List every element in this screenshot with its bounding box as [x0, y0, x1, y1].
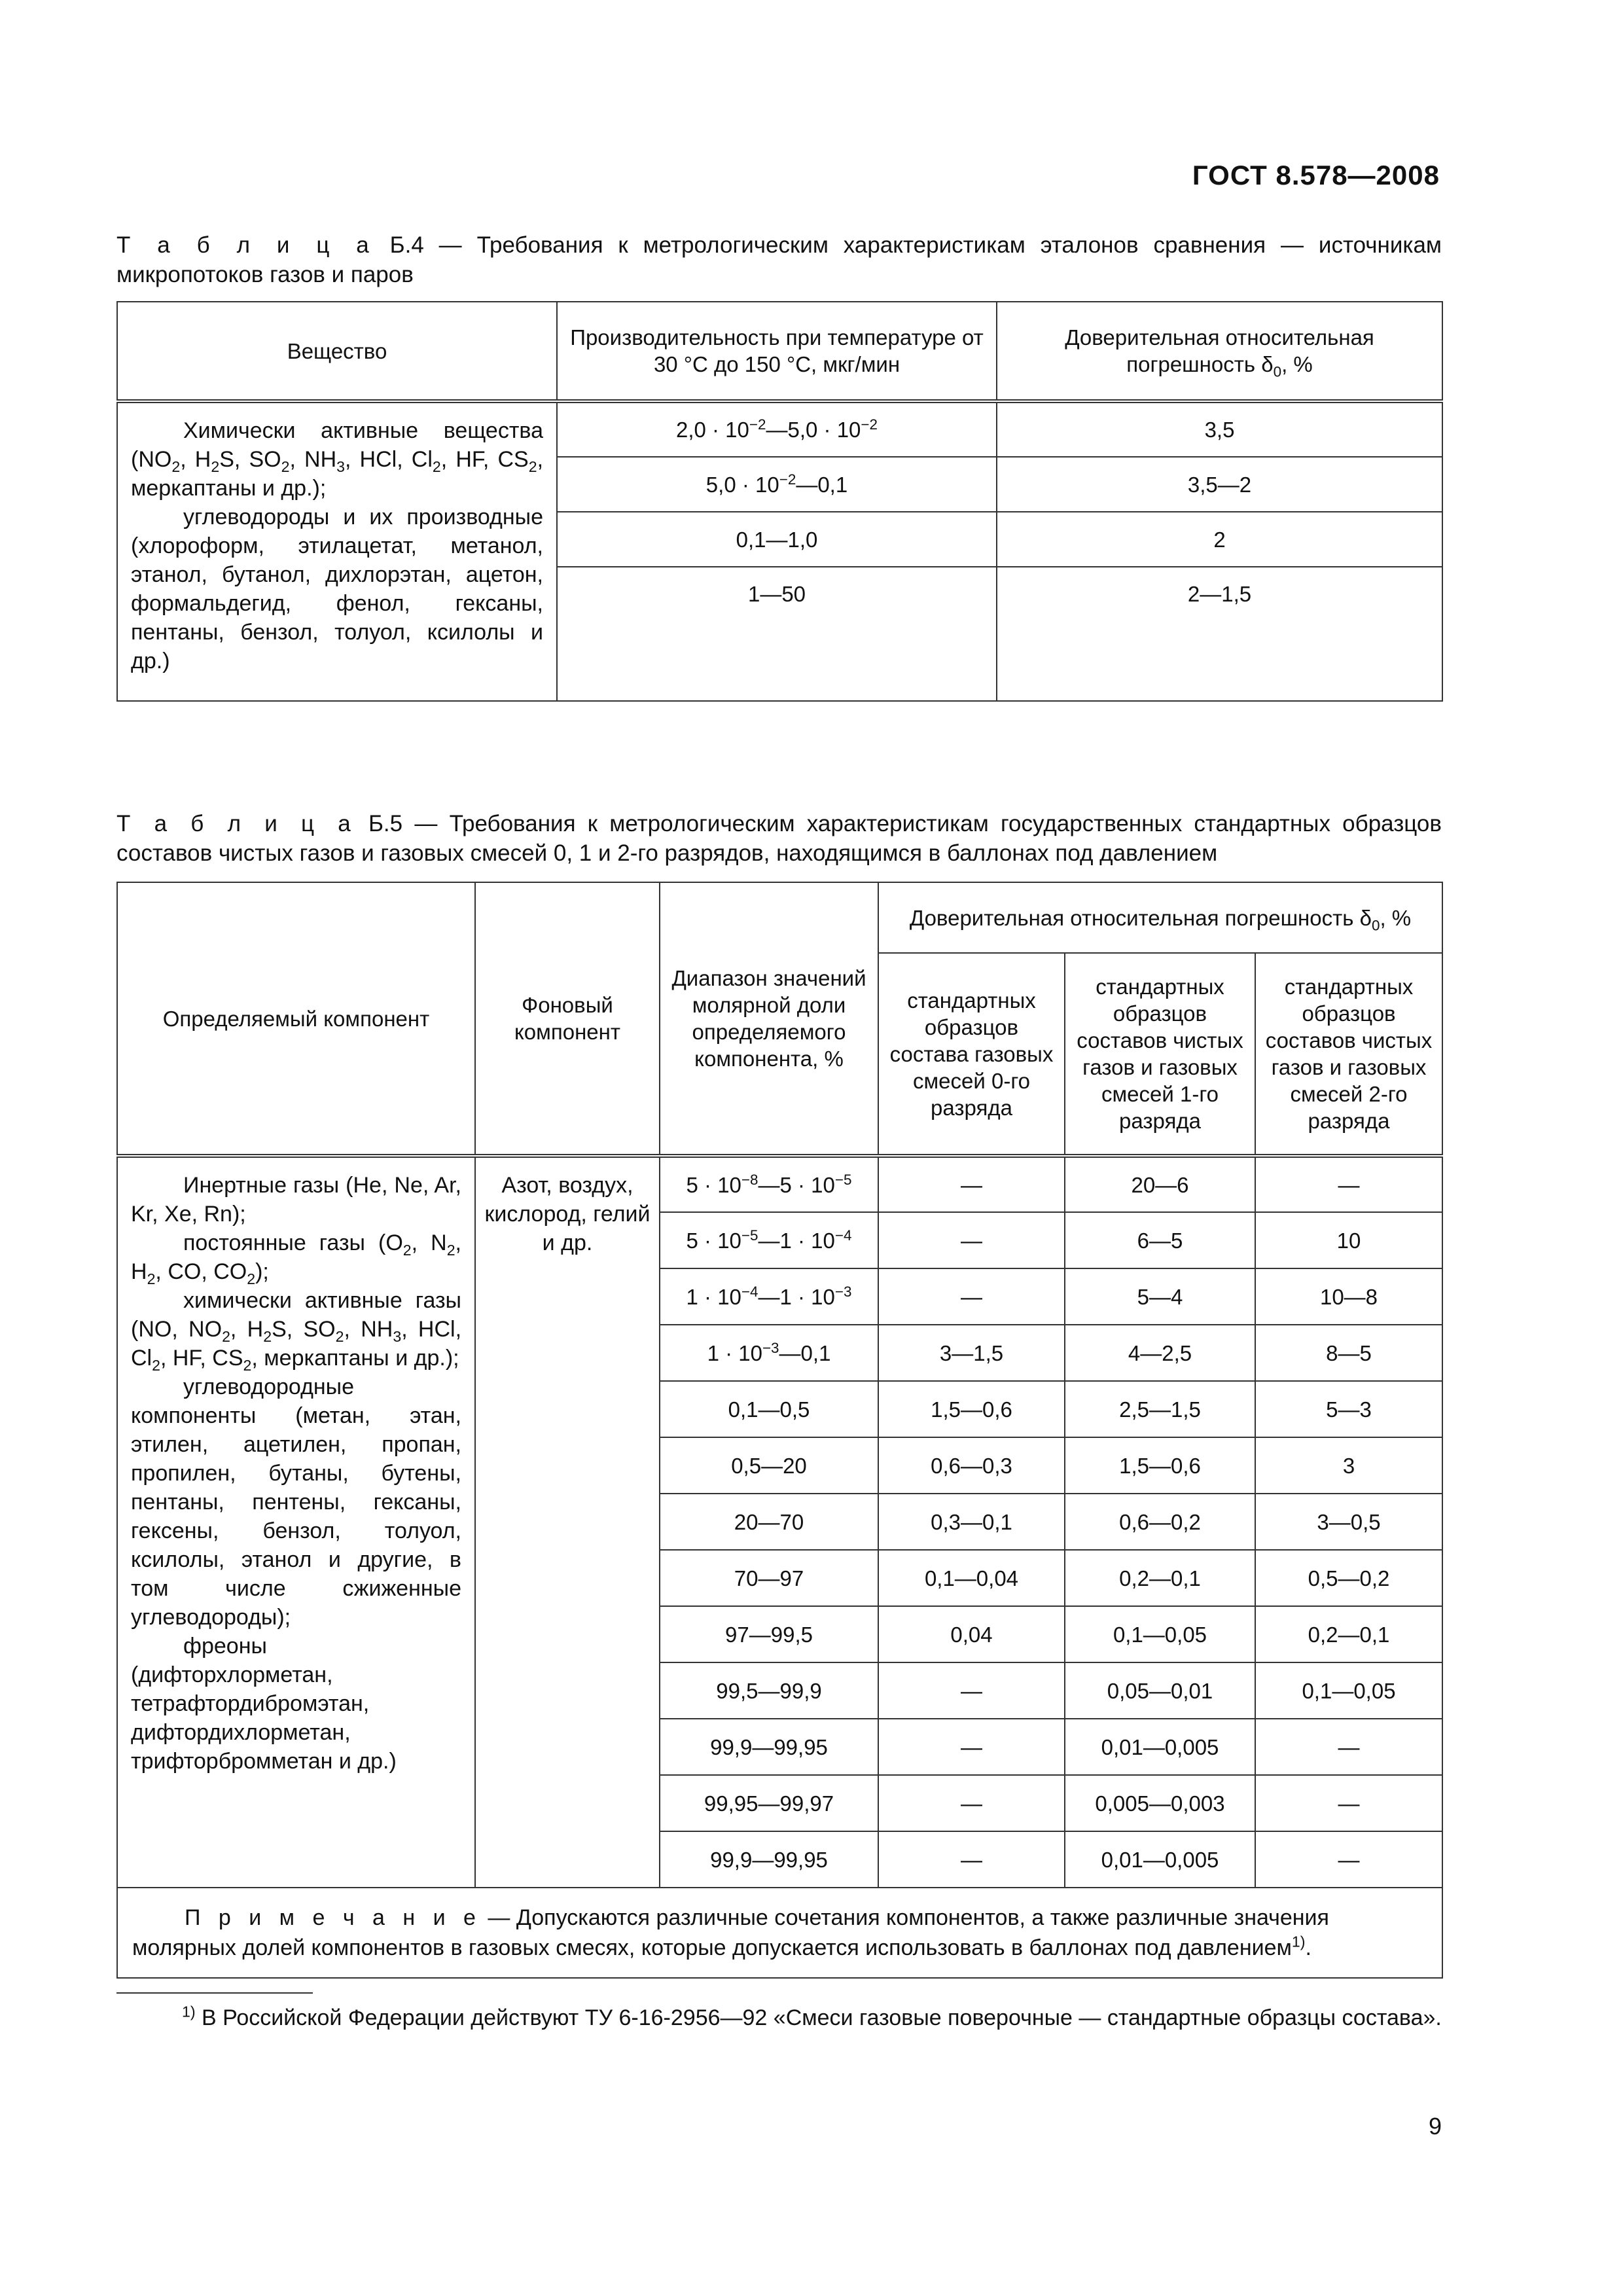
table-b4-error: 2 — [997, 512, 1442, 567]
table-b5-header-error-group: Доверительная относительная погрешность $\delta_0$, % — [878, 882, 1442, 953]
table-b4-error: 3,5 — [997, 401, 1442, 457]
table-b5-grade2: — — [1255, 1775, 1442, 1831]
table-b5-grade1: 0,05—0,01 — [1065, 1662, 1255, 1719]
table-b5-header-grade0: стандартных образцов состава газовых смесей 0-го разряда — [878, 953, 1065, 1156]
table-b5-range: $1 \cdot 10^{-4}—1 \cdot 10^{-3}$ — [660, 1268, 878, 1325]
table-b5-range: 99,5—99,9 — [660, 1662, 878, 1719]
table-b5-grade0: — — [878, 1662, 1065, 1719]
table-b5-grade2: — — [1255, 1156, 1442, 1212]
table-b5-header-background: Фоновый компонент — [475, 882, 660, 1156]
table-b4-error: 2—1,5 — [997, 567, 1442, 701]
table-b5-grade0: 0,6—0,3 — [878, 1437, 1065, 1494]
table-b5-grade1: 0,1—0,05 — [1065, 1606, 1255, 1662]
table-b5-range: 70—97 — [660, 1550, 878, 1606]
table-b5-grade2: 3 — [1255, 1437, 1442, 1494]
note-label: П р и м е ч а н и е — [185, 1905, 482, 1930]
table-b5-range: 99,9—99,95 — [660, 1719, 878, 1775]
table-b4-header-error: Доверительная относительная погрешность $\delta_0$, % — [997, 302, 1442, 401]
table-b5-grade2: 0,5—0,2 — [1255, 1550, 1442, 1606]
footnote-rule — [116, 1992, 313, 1994]
table-b5-grade2: 10 — [1255, 1212, 1442, 1268]
table-b5-range: 99,95—99,97 — [660, 1775, 878, 1831]
table-b4-substances: Химически активные вещества ($NO_2$, $H_2S$, $SO_2$, $NH_3$, HCl, $Cl_2$, HF, $CS_2$, меркаптаны и др.); углеводороды и их производные (хлороформ, этилацетат, метанол, этанол, бутанол, дихлорэтан, ацетон, формальдегид, фенол, гексаны, пентаны, бензол, толуол, ксилолы и др.) — [117, 401, 557, 701]
table-b4-range: 0,1—1,0 — [557, 512, 997, 567]
document-id: ГОСТ 8.578—2008 — [1192, 160, 1440, 190]
table-b5-grade0: — — [878, 1156, 1065, 1212]
table-b5-range: 20—70 — [660, 1494, 878, 1550]
table-b5-grade0: 1,5—0,6 — [878, 1381, 1065, 1437]
table-b5-caption-text: Б.5 — Требования к метрологическим характеристикам государственных стандартных образцов составов чистых газов и газовых смесей 0, 1 и 2-го разрядов, находящимся в баллонах под давлением — [116, 811, 1442, 866]
table-b4-error: 3,5—2 — [997, 457, 1442, 512]
table-b5-grade2: — — [1255, 1719, 1442, 1775]
table-b5-grade1: 20—6 — [1065, 1156, 1255, 1212]
table-b5-grade1: 0,01—0,005 — [1065, 1831, 1255, 1888]
table-b5-header-range: Диапазон значений молярной доли определяемого компонента, % — [660, 882, 878, 1156]
page-number: 9 — [1428, 2113, 1442, 2140]
table-b5-header-grade2: стандартных образцов составов чистых газов и газовых смесей 2-го разряда — [1255, 953, 1442, 1156]
table-b5-grade2: 8—5 — [1255, 1325, 1442, 1381]
table-b4-header-substance: Вещество — [117, 302, 557, 401]
table-b5-grade0: — — [878, 1268, 1065, 1325]
table-b5-range: 99,9—99,95 — [660, 1831, 878, 1888]
table-b5-note: П р и м е ч а н и е — Допускаются различные сочетания компонентов, а также различные значения молярных долей компонентов в газовых смесях, которые допускается использовать в баллонах под давлением$^{1)}$. — [117, 1888, 1442, 1978]
table-b5-grade1: 0,005—0,003 — [1065, 1775, 1255, 1831]
table-b4-header-productivity: Производительность при температуре от 30 °C до 150 °C, мкг/мин — [557, 302, 997, 401]
table-b4-caption — [116, 230, 1442, 289]
table-b4-caption-text: Б.4 — Требования к метрологическим характеристикам эталонов сравнения — источникам микропотоков газов и паров — [116, 232, 1442, 287]
table-b5-grade1: 0,2—0,1 — [1065, 1550, 1255, 1606]
table-b5-grade2: 5—3 — [1255, 1381, 1442, 1437]
table-b4-range: 1—50 — [557, 567, 997, 701]
table-b4-caption-label: Т а б л и ц а — [116, 232, 375, 258]
table-b5-caption-label: Т а б л и ц а — [116, 811, 357, 836]
table-b5-caption — [116, 809, 1442, 868]
table-b5-components: Инертные газы (He, Ne, Ar, Kr, Xe, Rn); постоянные газы ($O_2$, $N_2$, $H_2$, CO, $CO_2$); химически активные газы (NO, $NO_2$, $H_2S$, $SO_2$, $NH_3$, HCl, $Cl_2$, HF, $CS_2$, меркаптаны и др.); углеводородные компоненты (метан, этан, этилен, ацетилен, пропан, пропилен, бутаны, бутены, пентаны, пентены, гексаны, гексены, бензол, толуол, ксилолы, этанол и другие, в том числе сжиженные углеводороды); фреоны (дифторхлорметан, тетрафтордибромэтан, дифтордихлорметан, трифторбромметан и др.) — [117, 1156, 475, 1888]
table-b5-header-grade1: стандартных образцов составов чистых газов и газовых смесей 1-го разряда — [1065, 953, 1255, 1156]
table-b5-grade0: — — [878, 1212, 1065, 1268]
table-b5-grade0: — — [878, 1831, 1065, 1888]
table-b5-header-component: Определяемый компонент — [117, 882, 475, 1156]
table-b4-range: $2,0 \cdot 10^{-2}—5,0 \cdot 10^{-2}$ — [557, 401, 997, 457]
table-b5-range: 0,5—20 — [660, 1437, 878, 1494]
table-b5-grade1: 0,01—0,005 — [1065, 1719, 1255, 1775]
table-b5-grade1: 2,5—1,5 — [1065, 1381, 1255, 1437]
table-b5-grade1: 0,6—0,2 — [1065, 1494, 1255, 1550]
table-b5-grade0: — — [878, 1775, 1065, 1831]
table-b4 — [116, 301, 1443, 702]
table-b5-grade1: 4—2,5 — [1065, 1325, 1255, 1381]
table-b5-range: $5 \cdot 10^{-5}—1 \cdot 10^{-4}$ — [660, 1212, 878, 1268]
table-b5-grade2: 10—8 — [1255, 1268, 1442, 1325]
footnote: $^{1)}$ В Российской Федерации действуют ТУ 6-16-2956—92 «Смеси газовые поверочные — стандартные образцы состава». — [182, 2003, 1442, 2030]
table-b5-grade0: 0,1—0,04 — [878, 1550, 1065, 1606]
table-b4-range: $5,0 \cdot 10^{-2}—0,1$ — [557, 457, 997, 512]
table-b5-background: Азот, воздух, кислород, гелий и др. — [475, 1156, 660, 1888]
table-b5-grade2: — — [1255, 1831, 1442, 1888]
table-b5-grade1: 5—4 — [1065, 1268, 1255, 1325]
table-b5-grade2: 0,2—0,1 — [1255, 1606, 1442, 1662]
table-b5-range: 97—99,5 — [660, 1606, 878, 1662]
table-b5-range: $1 \cdot 10^{-3}—0,1$ — [660, 1325, 878, 1381]
table-b5-grade0: 0,04 — [878, 1606, 1065, 1662]
table-b5-grade0: 3—1,5 — [878, 1325, 1065, 1381]
table-b5 — [116, 882, 1443, 1979]
table-b5-grade0: 0,3—0,1 — [878, 1494, 1065, 1550]
table-b5-grade1: 1,5—0,6 — [1065, 1437, 1255, 1494]
table-b5-grade1: 6—5 — [1065, 1212, 1255, 1268]
table-b5-range: $5 \cdot 10^{-8}—5 \cdot 10^{-5}$ — [660, 1156, 878, 1212]
table-b5-grade2: 0,1—0,05 — [1255, 1662, 1442, 1719]
table-b5-grade2: 3—0,5 — [1255, 1494, 1442, 1550]
table-b5-range: 0,1—0,5 — [660, 1381, 878, 1437]
table-b5-grade0: — — [878, 1719, 1065, 1775]
